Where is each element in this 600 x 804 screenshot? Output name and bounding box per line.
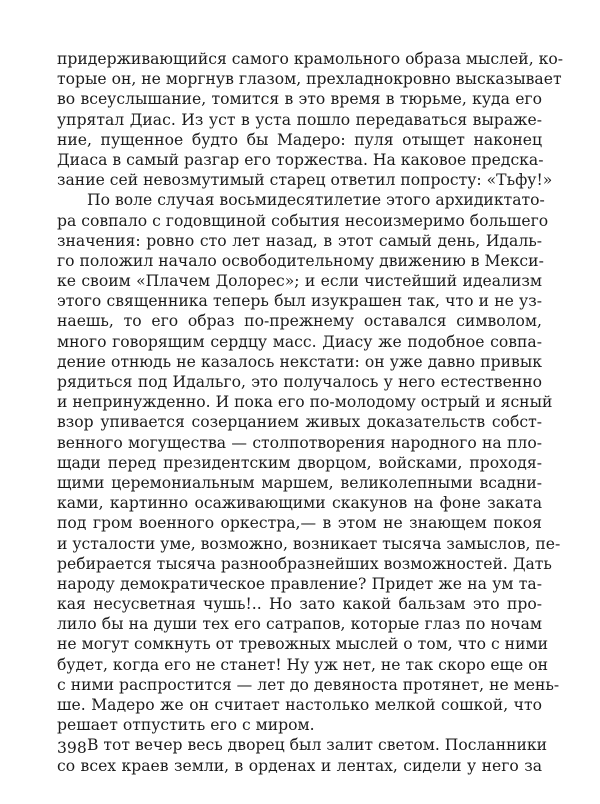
body-text bbox=[57, 49, 564, 776]
paragraph bbox=[57, 735, 548, 775]
text-line: рядиться под Идальго, это получалось у него естественно bbox=[57, 373, 542, 391]
text-line: много говорящим сердцу масс. Диасу же подобное совпа- bbox=[57, 332, 542, 351]
text-line: с ними распростится — лет до девяноста протянет, не мень- bbox=[57, 675, 560, 694]
text-line: щими церемониальным маршем, великолепными всадни- bbox=[57, 473, 542, 492]
text-line: наешь, то его образ по-прежнему оставался символом, bbox=[57, 312, 542, 331]
text-line: торые он, не моргнув глазом, прехладнокровно высказывает bbox=[57, 70, 562, 89]
text-line: во всеуслышание, томится в это время в тюрьме, куда его bbox=[57, 90, 542, 109]
paragraph bbox=[57, 49, 564, 190]
text-line: лило бы на души тех его сатрапов, которые глаз по ночам bbox=[57, 615, 542, 634]
text-line: кая несусветная чушь!.. Но зато какой бальзам это про- bbox=[57, 595, 542, 614]
text-line: народу демократическое правление? Придет же на ум та- bbox=[57, 574, 542, 593]
text-line: зание сей невозмутимый старец ответил попросту: «Тьфу!» bbox=[57, 171, 553, 190]
page-number: 398 bbox=[57, 739, 87, 757]
paragraph bbox=[57, 190, 561, 735]
text-line: ше. Мадеро же он считает настолько мелкой сошкой, что bbox=[57, 696, 542, 714]
text-line: ками, картинно осаживающими скакунов на фоне заката bbox=[57, 494, 542, 513]
text-line: будет, когда его не станет! Ну уж нет, не так скоро еще он bbox=[57, 655, 549, 674]
text-line: щади перед президентским дворцом, войсками, проходя- bbox=[57, 453, 542, 472]
text-line: не могут сомкнуть от тревожных мыслей о том, что с ними bbox=[57, 635, 548, 654]
text-line: ние, пущенное будто бы Мадеро: пуля отыщет наконец bbox=[57, 130, 542, 149]
text-line: венного могущества — столпотворения народного на пло- bbox=[57, 433, 542, 452]
text-line: этого священника теперь был изукрашен так, что и не уз- bbox=[57, 292, 542, 311]
text-line: решает отпустить его с миром. bbox=[57, 716, 315, 735]
text-line: В тот вечер весь дворец был залит светом. Посланники bbox=[87, 736, 548, 755]
text-line: и непринужденно. И пока его по-молодому острый и ясный bbox=[57, 393, 553, 412]
text-line: придерживающийся самого крамольного образа мыслей, ко- bbox=[57, 50, 564, 68]
text-line: значения: ровно сто лет назад, в этот самый день, Идаль- bbox=[57, 231, 542, 250]
text-line: под гром военного оркестра,— в этом не знающем покоя bbox=[57, 514, 542, 533]
text-line: ке своим «Плачем Долорес»; и если чистейший идеализм bbox=[57, 272, 542, 291]
text-line: ра совпало с годовщиной события несоизмеримо большего bbox=[57, 211, 549, 230]
text-line: Диаса в самый разгар его торжества. На каковое предска- bbox=[57, 150, 544, 169]
text-line: го положил начало освободительному движению в Мекси- bbox=[57, 251, 544, 270]
text-line: ребирается тысяча разнообразнейших возможностей. Дать bbox=[57, 554, 552, 573]
text-line: со всех краев земли, в орденах и лентах, сидели у него за bbox=[57, 756, 542, 775]
text-line: упрятал Диас. Из уст в уста пошло передаваться выраже- bbox=[57, 110, 542, 129]
text-line: дение отнюдь не казалось некстати: он уже давно привык bbox=[57, 352, 542, 371]
text-line: и усталости уме, возможно, возникает тысяча замыслов, пе- bbox=[57, 534, 561, 553]
text-line: взор упивается созерцанием живых доказательств собст- bbox=[57, 413, 542, 432]
text-line: По воле случая восьмидесятилетие этого архидиктато- bbox=[87, 191, 545, 210]
